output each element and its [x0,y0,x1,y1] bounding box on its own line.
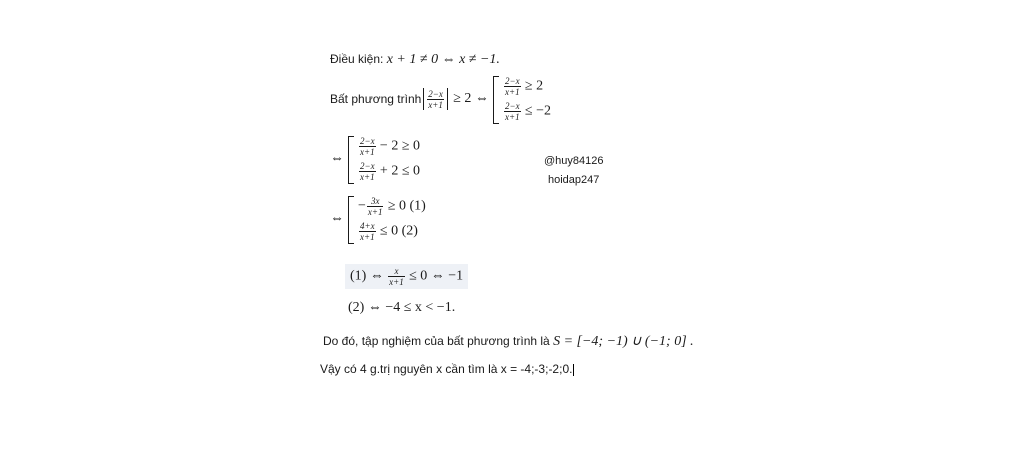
iff-symbol: ⇔ [330,211,344,226]
bracket [493,76,499,124]
inequality-relation: ≥ 2 ⇔ [453,91,489,106]
step-2-line: (2) ⇔ −4 ≤ x < −1. [348,300,456,315]
case-group-2 [348,136,448,184]
case-group-1 [493,76,573,124]
case-row: $\frac{2-x}{x+1}$ − 2 ≥ 0 [360,136,421,157]
abs-bar-right [447,88,448,110]
abs-bar-left [423,88,424,110]
bracket [348,136,354,184]
case-row: $\frac{2-x}{x+1}$ ≤ −2 [505,101,552,122]
bracket [348,196,354,244]
case-row: − $\frac{3x}{x+1}$ ≥ 0 (1) [358,196,426,217]
step-1-line: (1) ⇔ $\frac{x}{x+1}$ ≤ 0 ⇔ −1 [345,264,468,289]
iff-symbol: ⇔ [330,151,344,166]
watermark-site: hoidap247 [548,174,600,186]
case-row: $\frac{4+x}{x+1}$ ≤ 0 (2) [360,221,418,242]
case-row: $\frac{2-x}{x+1}$ ≥ 2 [505,76,544,97]
condition-math: x + 1 ≠ 0 ⇔ x ≠ −1. [386,52,500,67]
watermark-user: @huy84126 [544,155,604,167]
case-group-3 [348,196,448,244]
abs-fraction: $\frac{2-x}{x+1}$ [428,88,443,110]
inequality-line [330,88,489,110]
inequality-label: Bất phương trình [330,92,422,106]
solution-set-line: Do đó, tập nghiệm của bất phương trình là S = [−4; −1) ∪ (−1; 0] . [323,334,694,349]
condition-label: Điều kiện: [330,52,384,66]
conclusion-line: Vậy có 4 g.trị nguyên x cần tìm là x = -4;-3;-2;0. [320,362,573,376]
text-caret [573,364,574,376]
condition-line [330,52,500,68]
case-row: $\frac{2-x}{x+1}$ + 2 ≤ 0 [360,161,421,182]
